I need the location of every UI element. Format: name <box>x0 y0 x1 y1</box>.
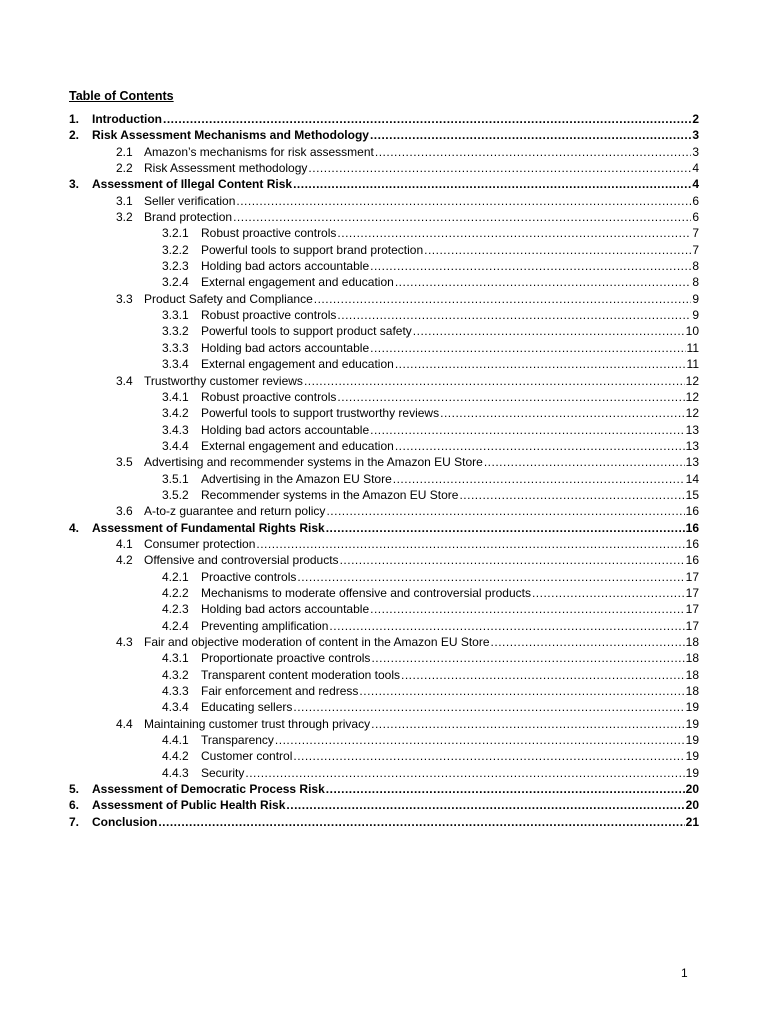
toc-entry[interactable] <box>69 503 699 519</box>
toc-entry[interactable] <box>69 274 699 290</box>
toc-entry-line <box>201 585 699 601</box>
toc-entry-page: 6 <box>692 210 699 225</box>
toc-dot-leader <box>329 618 684 634</box>
toc-entry[interactable] <box>69 536 699 552</box>
toc-entry-number: 3.3.4 <box>162 357 189 372</box>
toc-entry[interactable] <box>69 765 699 781</box>
toc-entry[interactable] <box>69 569 699 585</box>
toc-entry-line <box>144 373 699 389</box>
toc-entry[interactable] <box>69 405 699 421</box>
toc-entry[interactable] <box>69 242 699 258</box>
toc-entry-title: Proportionate proactive controls <box>201 651 371 666</box>
toc-entry-title: Product Safety and Compliance <box>144 291 313 306</box>
toc-entry-page: 19 <box>685 733 699 748</box>
toc-dot-leader <box>163 111 691 127</box>
toc-entry-page: 17 <box>685 602 699 617</box>
toc-entry-number: 4. <box>69 520 80 535</box>
toc-entry-line <box>144 144 699 160</box>
toc-dot-leader <box>371 650 684 666</box>
toc-entry-title: Robust proactive controls <box>201 389 337 404</box>
toc-entry-line <box>144 634 699 650</box>
toc-entry[interactable] <box>69 650 699 666</box>
toc-entry-line <box>201 405 699 421</box>
toc-entry-number: 2.2 <box>116 161 133 176</box>
toc-entry-line <box>201 323 699 339</box>
toc-entry-title: Holding bad actors accountable <box>201 602 370 617</box>
toc-entry[interactable] <box>69 699 699 715</box>
toc-entry-line <box>92 814 699 830</box>
toc-entry-title: Brand protection <box>144 210 233 225</box>
toc-entry-number: 2.1 <box>116 144 133 159</box>
toc-entry-page: 16 <box>685 553 699 568</box>
toc-entry-title: Consumer protection <box>144 536 256 551</box>
toc-dot-leader <box>293 699 684 715</box>
toc-entry-number: 4.2 <box>116 553 133 568</box>
toc-entry-number: 3.2 <box>116 210 133 225</box>
toc-entry-page: 7 <box>692 226 699 241</box>
toc-entry-title: Advertising in the Amazon EU Store <box>201 471 392 486</box>
toc-dot-leader <box>297 569 684 585</box>
toc-dot-leader <box>256 536 684 552</box>
toc-dot-leader <box>293 176 691 192</box>
toc-entry[interactable] <box>69 389 699 405</box>
toc-entry[interactable] <box>69 422 699 438</box>
toc-entry-page: 17 <box>685 585 699 600</box>
toc-entry-line <box>144 716 699 732</box>
toc-entry[interactable] <box>69 225 699 241</box>
toc-entry-page: 12 <box>685 373 699 388</box>
toc-dot-leader <box>413 323 685 339</box>
toc-entry-line <box>201 438 699 454</box>
toc-entry-title: Assessment of Fundamental Rights Risk <box>92 520 325 535</box>
toc-entry-line <box>201 487 699 503</box>
toc-entry-line <box>201 618 699 634</box>
toc-entry-line <box>201 274 699 290</box>
toc-entry[interactable] <box>69 520 699 536</box>
toc-entry-title: Advertising and recommender systems in the Amazon EU Store <box>144 455 483 470</box>
toc-entry[interactable] <box>69 340 699 356</box>
toc-entry[interactable] <box>69 781 699 797</box>
toc-dot-leader <box>370 127 691 143</box>
toc-entry-page: 16 <box>685 504 699 519</box>
toc-dot-leader <box>304 373 685 389</box>
toc-entry[interactable] <box>69 585 699 601</box>
toc-dot-leader <box>532 585 685 601</box>
toc-dot-leader <box>371 716 685 732</box>
toc-entry-line <box>201 242 699 258</box>
toc-entry-number: 1. <box>69 112 80 126</box>
toc-entry-line <box>144 160 699 176</box>
toc-dot-leader <box>340 552 685 568</box>
toc-entry-page: 8 <box>692 275 699 290</box>
toc-dot-leader <box>293 748 684 764</box>
toc-entry-title: Proactive controls <box>201 569 297 584</box>
toc-entry[interactable] <box>69 160 699 176</box>
toc-entry-number: 3.2.1 <box>162 226 189 241</box>
toc-entry-number: 4.1 <box>116 536 133 551</box>
toc-entry-title: Trustworthy customer reviews <box>144 373 303 388</box>
toc-entry-title: Robust proactive controls <box>201 308 337 323</box>
toc-dot-leader <box>245 765 684 781</box>
toc-entry[interactable] <box>69 748 699 764</box>
toc-dot-leader <box>314 291 692 307</box>
toc-entry-line <box>144 193 699 209</box>
toc-entry[interactable] <box>69 683 699 699</box>
toc-dot-leader <box>395 356 686 372</box>
toc-dot-leader <box>440 405 685 421</box>
toc-entry-title: Maintaining customer trust through privacy <box>144 716 371 731</box>
toc-entry-title: Powerful tools to support trustworthy reviews <box>201 406 440 421</box>
toc-entry-page: 18 <box>685 651 699 666</box>
toc-entry-title: External engagement and education <box>201 275 394 290</box>
toc-entry-page: 10 <box>685 324 699 339</box>
toc-entry-page: 17 <box>685 569 699 584</box>
toc-entry-page: 8 <box>692 259 699 274</box>
page-number: 1 <box>681 966 688 980</box>
toc-entry-number: 3.2.3 <box>162 259 189 274</box>
toc-entry-page: 16 <box>685 536 699 551</box>
toc-dot-leader <box>359 683 684 699</box>
toc-entry-title: Powerful tools to support brand protection <box>201 242 424 257</box>
toc-entry-number: 3.4.3 <box>162 422 189 437</box>
toc-entry-page: 19 <box>685 765 699 780</box>
toc-entry-number: 3.3.3 <box>162 340 189 355</box>
toc-dot-leader <box>393 471 685 487</box>
toc-entry-title: External engagement and education <box>201 438 394 453</box>
toc-entry-title: Fair and objective moderation of content in the Amazon EU Store <box>144 635 490 649</box>
toc-entry-line <box>201 699 699 715</box>
toc-dot-leader <box>395 274 692 290</box>
toc-entry[interactable] <box>69 176 699 192</box>
toc-entry-line <box>92 127 699 143</box>
toc-entry[interactable] <box>69 193 699 209</box>
toc-entry[interactable] <box>69 634 699 650</box>
toc-entry-page: 18 <box>685 667 699 682</box>
toc-entry[interactable] <box>69 258 699 274</box>
toc-entry-title: Offensive and controversial products <box>144 553 339 568</box>
toc-entry-title: Holding bad actors accountable <box>201 340 370 355</box>
toc-entry-line <box>201 422 699 438</box>
toc-entry-number: 3.6 <box>116 504 133 519</box>
toc-entry-line <box>144 552 699 568</box>
toc-entry-number: 3.4.4 <box>162 438 189 453</box>
toc-entry-number: 3.4 <box>116 373 133 388</box>
toc-entry-page: 12 <box>685 406 699 421</box>
toc-entry-number: 4.2.1 <box>162 569 189 584</box>
toc-dot-leader <box>370 340 685 356</box>
toc-entry[interactable] <box>69 797 699 813</box>
toc-entry-page: 18 <box>685 684 699 699</box>
toc-dot-leader <box>375 144 691 160</box>
toc-entry-line <box>201 601 699 617</box>
toc-entry-page: 9 <box>692 308 699 323</box>
toc-entry-number: 4.4.2 <box>162 749 189 764</box>
toc-entry-title: Educating sellers <box>201 700 293 715</box>
toc-entry-number: 3.5.2 <box>162 487 189 502</box>
toc-entry-title: Security <box>201 765 245 780</box>
toc-list <box>69 111 699 830</box>
toc-entry-number: 4.4 <box>116 716 133 731</box>
toc-entry[interactable] <box>69 667 699 683</box>
toc-entry[interactable] <box>69 373 699 389</box>
toc-dot-leader <box>286 797 684 813</box>
toc-entry-page: 4 <box>692 161 699 176</box>
toc-entry-number: 3.4.2 <box>162 406 189 421</box>
toc-entry-title: Amazon’s mechanisms for risk assessment <box>144 144 374 159</box>
toc-entry-number: 4.2.2 <box>162 585 189 600</box>
toc-entry-page: 19 <box>685 700 699 715</box>
toc-dot-leader <box>459 487 684 503</box>
toc-entry-page: 14 <box>685 471 699 486</box>
toc-entry[interactable] <box>69 438 699 454</box>
toc-entry-title: Fair enforcement and redress <box>201 684 359 699</box>
toc-entry[interactable] <box>69 601 699 617</box>
toc-entry-number: 3.3 <box>116 291 133 306</box>
toc-entry-page: 6 <box>692 193 699 208</box>
toc-dot-leader <box>337 225 691 241</box>
toc-entry[interactable] <box>69 454 699 470</box>
toc-dot-leader <box>337 389 684 405</box>
toc-entry-page: 17 <box>685 618 699 633</box>
toc-entry-page: 3 <box>692 128 699 143</box>
toc-entry-line <box>144 536 699 552</box>
toc-entry-number: 3.3.2 <box>162 324 189 339</box>
toc-title: Table of Contents <box>69 89 174 103</box>
toc-entry[interactable] <box>69 618 699 634</box>
toc-entry[interactable] <box>69 111 699 127</box>
toc-entry-line <box>144 291 699 307</box>
toc-entry-line <box>201 732 699 748</box>
toc-entry-title: A-to-z guarantee and return policy <box>144 504 326 519</box>
toc-entry-line <box>144 503 699 519</box>
toc-entry[interactable] <box>69 291 699 307</box>
toc-entry-title: Recommender systems in the Amazon EU Store <box>201 487 459 502</box>
toc-entry-line <box>144 209 699 225</box>
toc-entry-number: 3.4.1 <box>162 389 189 404</box>
toc-entry-page: 13 <box>685 438 699 453</box>
toc-entry-line <box>201 356 699 372</box>
toc-entry-title: Introduction <box>92 112 162 126</box>
toc-entry-title: Conclusion <box>92 814 158 829</box>
toc-entry-page: 12 <box>685 389 699 404</box>
toc-entry-title: Holding bad actors accountable <box>201 259 370 274</box>
toc-entry-line <box>201 748 699 764</box>
toc-entry[interactable] <box>69 552 699 568</box>
toc-entry[interactable] <box>69 814 699 830</box>
toc-entry[interactable] <box>69 356 699 372</box>
toc-entry-number: 4.3 <box>116 635 133 649</box>
toc-entry-number: 4.3.2 <box>162 667 189 682</box>
toc-entry-page: 4 <box>692 177 699 192</box>
toc-entry-title: Assessment of Illegal Content Risk <box>92 177 293 192</box>
toc-dot-leader <box>236 193 691 209</box>
toc-entry-page: 20 <box>685 798 699 813</box>
toc-entry-line <box>201 569 699 585</box>
toc-entry[interactable] <box>69 487 699 503</box>
toc-entry-page: 11 <box>686 357 699 372</box>
toc-entry-line <box>201 471 699 487</box>
toc-entry-line <box>201 683 699 699</box>
toc-entry-title: Risk Assessment methodology <box>144 161 308 176</box>
toc-entry-page: 3 <box>692 144 699 159</box>
toc-entry-title: Customer control <box>201 749 293 764</box>
toc-entry-title: Robust proactive controls <box>201 226 337 241</box>
toc-entry-page: 16 <box>685 520 699 535</box>
toc-entry-number: 6. <box>69 798 80 813</box>
toc-entry-title: Seller verification <box>144 193 236 208</box>
toc-entry-title: Powerful tools to support product safety <box>201 324 412 339</box>
toc-entry-number: 3.5 <box>116 455 133 470</box>
toc-entry-title: Transparent content moderation tools <box>201 667 401 682</box>
toc-entry-page: 13 <box>685 455 699 470</box>
toc-entry-line <box>201 340 699 356</box>
toc-entry[interactable] <box>69 732 699 748</box>
toc-entry-line <box>201 258 699 274</box>
toc-entry-page: 21 <box>685 814 699 829</box>
toc-entry-title: Holding bad actors accountable <box>201 422 370 437</box>
toc-entry-title: Preventing amplification <box>201 618 329 633</box>
toc-entry-title: Risk Assessment Mechanisms and Methodology <box>92 128 369 143</box>
toc-entry-page: 9 <box>692 291 699 306</box>
toc-entry-line <box>92 797 699 813</box>
toc-entry-number: 3. <box>69 177 80 192</box>
toc-dot-leader <box>484 454 685 470</box>
toc-entry[interactable] <box>69 127 699 143</box>
toc-entry-title: Assessment of Public Health Risk <box>92 798 286 813</box>
toc-entry-line <box>92 176 699 192</box>
toc-entry[interactable] <box>69 471 699 487</box>
toc-entry[interactable] <box>69 716 699 732</box>
toc-entry-number: 2. <box>69 128 80 143</box>
toc-entry-line <box>201 650 699 666</box>
toc-entry-line <box>201 667 699 683</box>
toc-entry-number: 4.2.4 <box>162 618 189 633</box>
toc-entry-page: 19 <box>685 716 699 731</box>
toc-dot-leader <box>326 520 685 536</box>
toc-entry-number: 4.3.1 <box>162 651 189 666</box>
toc-entry-line <box>201 389 699 405</box>
toc-entry-page: 11 <box>686 340 699 355</box>
toc-dot-leader <box>401 667 685 683</box>
toc-entry-title: Transparency <box>201 733 274 748</box>
toc-entry-number: 3.3.1 <box>162 308 189 323</box>
toc-entry-number: 4.2.3 <box>162 602 189 617</box>
toc-entry-line <box>92 520 699 536</box>
toc-entry-number: 3.5.1 <box>162 471 189 486</box>
toc-dot-leader <box>233 209 691 225</box>
toc-entry-number: 5. <box>69 782 80 797</box>
toc-entry-page: 2 <box>692 112 699 126</box>
toc-dot-leader <box>395 438 685 454</box>
toc-entry[interactable] <box>69 323 699 339</box>
toc-dot-leader <box>326 781 685 797</box>
toc-entry-page: 20 <box>685 782 699 797</box>
toc-dot-leader <box>370 258 691 274</box>
toc-dot-leader <box>308 160 691 176</box>
toc-entry-page: 19 <box>685 749 699 764</box>
toc-dot-leader <box>424 242 691 258</box>
toc-entry[interactable] <box>69 307 699 323</box>
toc-entry-page: 15 <box>685 487 699 502</box>
toc-entry-number: 4.4.1 <box>162 733 189 748</box>
toc-entry-line <box>92 111 699 127</box>
toc-dot-leader <box>337 307 691 323</box>
toc-dot-leader <box>158 814 684 830</box>
toc-entry-title: External engagement and education <box>201 357 394 372</box>
toc-dot-leader <box>326 503 684 519</box>
toc-entry-page: 18 <box>685 635 699 649</box>
toc-entry-number: 4.3.3 <box>162 684 189 699</box>
toc-entry-number: 4.4.3 <box>162 765 189 780</box>
toc-entry-line <box>201 765 699 781</box>
toc-entry-title: Assessment of Democratic Process Risk <box>92 782 325 797</box>
toc-entry-number: 4.3.4 <box>162 700 189 715</box>
toc-entry-number: 3.2.2 <box>162 242 189 257</box>
toc-entry-number: 3.1 <box>116 193 133 208</box>
toc-entry-line <box>201 307 699 323</box>
toc-entry-line <box>144 454 699 470</box>
toc-dot-leader <box>370 422 685 438</box>
toc-entry-line <box>201 225 699 241</box>
toc-entry-line <box>92 781 699 797</box>
toc-entry-page: 7 <box>692 242 699 257</box>
toc-entry-number: 7. <box>69 814 80 829</box>
toc-entry-number: 3.2.4 <box>162 275 189 290</box>
toc-entry[interactable] <box>69 209 699 225</box>
toc-dot-leader <box>275 732 685 748</box>
toc-entry[interactable] <box>69 144 699 160</box>
toc-entry-page: 13 <box>685 422 699 437</box>
toc-dot-leader <box>491 634 685 650</box>
toc-entry-title: Mechanisms to moderate offensive and controversial products <box>201 585 531 600</box>
toc-dot-leader <box>370 601 685 617</box>
